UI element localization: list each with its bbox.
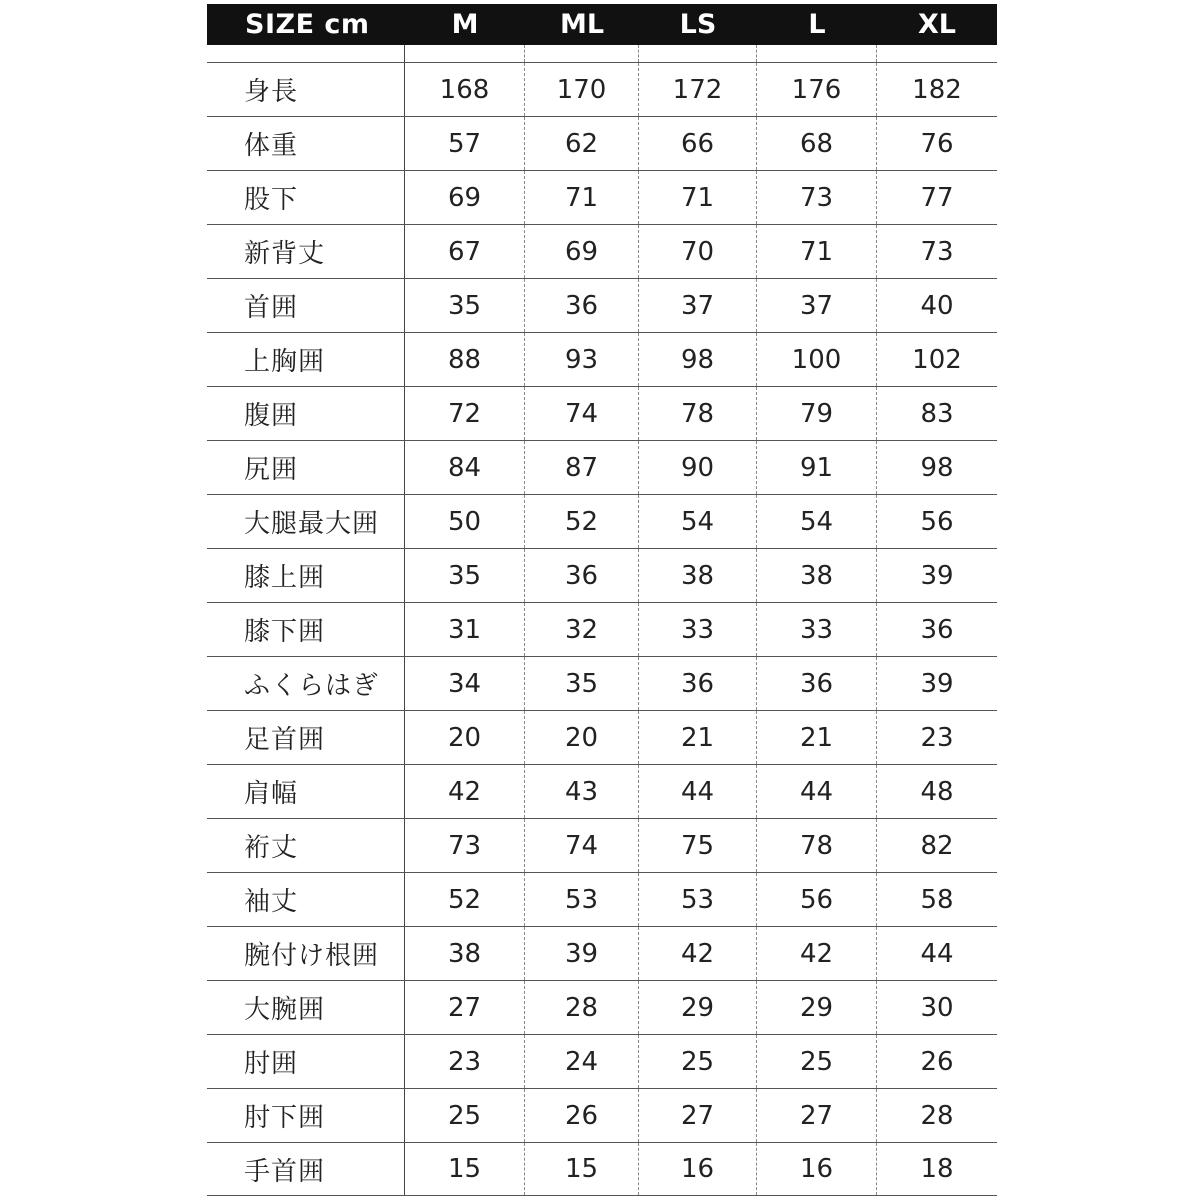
size-value-cell: 39 <box>920 560 954 591</box>
size-value-cell: 76 <box>920 128 954 159</box>
measurement-label: 袖丈 <box>207 873 405 926</box>
size-value-cell: 23 <box>920 722 954 753</box>
size-col-m: M <box>451 9 479 40</box>
size-value-cell: 42 <box>757 927 877 980</box>
size-value-cell: 15 <box>405 1143 525 1195</box>
size-value-cell: 23 <box>405 1035 525 1088</box>
size-value-cell: 21 <box>639 711 757 764</box>
size-value-cell: 54 <box>757 495 877 548</box>
size-value-cell: 38 <box>757 549 877 602</box>
table-row <box>207 764 997 818</box>
size-value-cell: 16 <box>639 1143 757 1195</box>
size-value-cell: 170 <box>525 63 639 116</box>
size-value-cell: 34 <box>405 657 525 710</box>
size-value-cell: 18 <box>920 1154 954 1184</box>
size-value-cell: 37 <box>639 279 757 332</box>
size-value-cell: 66 <box>639 117 757 170</box>
spacer-cell <box>757 45 877 62</box>
size-value-cell: 70 <box>639 225 757 278</box>
size-value-cell: 54 <box>639 495 757 548</box>
size-value-cell: 90 <box>639 441 757 494</box>
size-value-cell: 16 <box>757 1143 877 1195</box>
size-value-cell: 25 <box>757 1035 877 1088</box>
size-value-cell: 36 <box>525 549 639 602</box>
size-value-cell: 176 <box>757 63 877 116</box>
table-row <box>207 440 997 494</box>
measurement-label: 首囲 <box>207 279 405 332</box>
size-value-cell: 24 <box>525 1035 639 1088</box>
size-value-cell: 35 <box>405 279 525 332</box>
table-body <box>207 62 997 1196</box>
size-value-cell: 28 <box>525 981 639 1034</box>
size-value-cell: 50 <box>405 495 525 548</box>
table-row <box>207 1034 997 1088</box>
size-value-cell: 26 <box>525 1089 639 1142</box>
size-value-cell: 35 <box>405 549 525 602</box>
size-value-cell: 20 <box>525 711 639 764</box>
size-value-cell: 42 <box>639 927 757 980</box>
size-col-ml: ML <box>559 9 605 40</box>
size-value-cell: 53 <box>525 873 639 926</box>
size-value-cell: 93 <box>525 333 639 386</box>
size-value-cell: 40 <box>920 290 954 321</box>
size-value-cell: 48 <box>920 776 954 807</box>
table-row <box>207 656 997 710</box>
table-row <box>207 278 997 332</box>
spacer-cell <box>877 45 997 62</box>
size-value-cell: 21 <box>757 711 877 764</box>
size-value-cell: 73 <box>920 236 954 267</box>
size-value-cell: 36 <box>757 657 877 710</box>
table-row <box>207 926 997 980</box>
measurement-label: 膝上囲 <box>207 549 405 602</box>
table-row <box>207 872 997 926</box>
size-value-cell: 27 <box>757 1089 877 1142</box>
spacer-label-cell <box>207 45 405 62</box>
size-value-cell: 79 <box>757 387 877 440</box>
size-value-cell: 172 <box>639 63 757 116</box>
measurement-label: 肩幅 <box>207 765 405 818</box>
measurement-label: 膝下囲 <box>207 603 405 656</box>
size-value-cell: 29 <box>757 981 877 1034</box>
measurement-label: 上胸囲 <box>207 333 405 386</box>
size-value-cell: 68 <box>757 117 877 170</box>
size-value-cell: 33 <box>757 603 877 656</box>
size-value-cell: 20 <box>405 711 525 764</box>
size-value-cell: 83 <box>920 398 954 429</box>
size-value-cell: 37 <box>757 279 877 332</box>
size-value-cell: 72 <box>405 387 525 440</box>
table-row <box>207 224 997 278</box>
table-row <box>207 980 997 1034</box>
size-value-cell: 25 <box>405 1089 525 1142</box>
size-value-cell: 74 <box>525 387 639 440</box>
size-value-cell: 84 <box>405 441 525 494</box>
size-value-cell: 35 <box>525 657 639 710</box>
table-row <box>207 818 997 872</box>
size-value-cell: 87 <box>525 441 639 494</box>
table-row <box>207 494 997 548</box>
measurement-label: 身長 <box>207 63 405 116</box>
size-value-cell: 52 <box>525 495 639 548</box>
size-value-cell: 28 <box>920 1100 954 1131</box>
size-value-cell: 38 <box>405 927 525 980</box>
size-value-cell: 67 <box>405 225 525 278</box>
size-value-cell: 25 <box>639 1035 757 1088</box>
size-value-cell: 38 <box>639 549 757 602</box>
table-row <box>207 548 997 602</box>
size-value-cell: 53 <box>639 873 757 926</box>
size-value-cell: 75 <box>639 819 757 872</box>
measurement-label: 足首囲 <box>207 711 405 764</box>
size-value-cell: 82 <box>920 830 954 861</box>
spacer-cell <box>405 45 525 62</box>
size-value-cell: 71 <box>639 171 757 224</box>
size-value-cell: 32 <box>525 603 639 656</box>
size-value-cell: 27 <box>405 981 525 1034</box>
size-value-cell: 78 <box>639 387 757 440</box>
size-value-cell: 73 <box>405 819 525 872</box>
size-value-cell: 44 <box>920 938 954 969</box>
spacer-cell <box>525 45 639 62</box>
measurement-label: 体重 <box>207 117 405 170</box>
size-value-cell: 71 <box>757 225 877 278</box>
measurement-label: ふくらはぎ <box>207 657 405 710</box>
table-row <box>207 170 997 224</box>
size-value-cell: 69 <box>525 225 639 278</box>
measurement-label: 新背丈 <box>207 225 405 278</box>
table-row <box>207 116 997 170</box>
measurement-label: 肘下囲 <box>207 1089 405 1142</box>
size-value-cell: 88 <box>405 333 525 386</box>
size-value-cell: 58 <box>920 884 954 915</box>
size-value-cell: 74 <box>525 819 639 872</box>
header-spacer <box>207 45 997 62</box>
table-row <box>207 62 997 116</box>
size-value-cell: 43 <box>525 765 639 818</box>
measurement-label: 大腿最大囲 <box>207 495 405 548</box>
size-value-cell: 91 <box>757 441 877 494</box>
size-value-cell: 102 <box>912 344 962 375</box>
size-value-cell: 39 <box>920 668 954 699</box>
measurement-label: 腕付け根囲 <box>207 927 405 980</box>
size-value-cell: 42 <box>405 765 525 818</box>
size-value-cell: 44 <box>639 765 757 818</box>
size-unit-label: SIZE cm <box>245 9 370 40</box>
size-value-cell: 78 <box>757 819 877 872</box>
size-value-cell: 36 <box>525 279 639 332</box>
table-row <box>207 1142 997 1196</box>
table-row <box>207 332 997 386</box>
size-value-cell: 168 <box>405 63 525 116</box>
size-value-cell: 44 <box>757 765 877 818</box>
size-value-cell: 52 <box>405 873 525 926</box>
size-value-cell: 27 <box>639 1089 757 1142</box>
size-value-cell: 73 <box>757 171 877 224</box>
size-value-cell: 36 <box>920 614 954 645</box>
measurement-label: 大腕囲 <box>207 981 405 1034</box>
measurement-label: 手首囲 <box>207 1143 405 1195</box>
size-value-cell: 57 <box>405 117 525 170</box>
table-row <box>207 602 997 656</box>
table-row <box>207 710 997 764</box>
measurement-label: 尻囲 <box>207 441 405 494</box>
table-row <box>207 1088 997 1142</box>
size-value-cell: 71 <box>525 171 639 224</box>
measurement-label: 裄丈 <box>207 819 405 872</box>
size-value-cell: 36 <box>639 657 757 710</box>
table-header <box>207 4 997 45</box>
size-value-cell: 98 <box>920 452 954 483</box>
measurement-label: 肘囲 <box>207 1035 405 1088</box>
size-value-cell: 77 <box>920 182 954 213</box>
size-col-ls: LS <box>679 9 717 40</box>
size-chart-table <box>207 4 997 1196</box>
size-value-cell: 30 <box>920 992 954 1023</box>
size-value-cell: 15 <box>525 1143 639 1195</box>
measurement-label: 股下 <box>207 171 405 224</box>
size-value-cell: 26 <box>920 1046 954 1077</box>
size-value-cell: 39 <box>525 927 639 980</box>
size-value-cell: 31 <box>405 603 525 656</box>
size-value-cell: 29 <box>639 981 757 1034</box>
measurement-label: 腹囲 <box>207 387 405 440</box>
size-value-cell: 62 <box>525 117 639 170</box>
size-value-cell: 100 <box>757 333 877 386</box>
size-value-cell: 56 <box>920 506 954 537</box>
size-value-cell: 98 <box>639 333 757 386</box>
size-value-cell: 182 <box>912 74 962 105</box>
spacer-cell <box>639 45 757 62</box>
size-col-l: L <box>808 9 826 40</box>
size-value-cell: 33 <box>639 603 757 656</box>
size-col-xl: XL <box>917 9 957 40</box>
size-value-cell: 56 <box>757 873 877 926</box>
table-row <box>207 386 997 440</box>
size-value-cell: 69 <box>405 171 525 224</box>
